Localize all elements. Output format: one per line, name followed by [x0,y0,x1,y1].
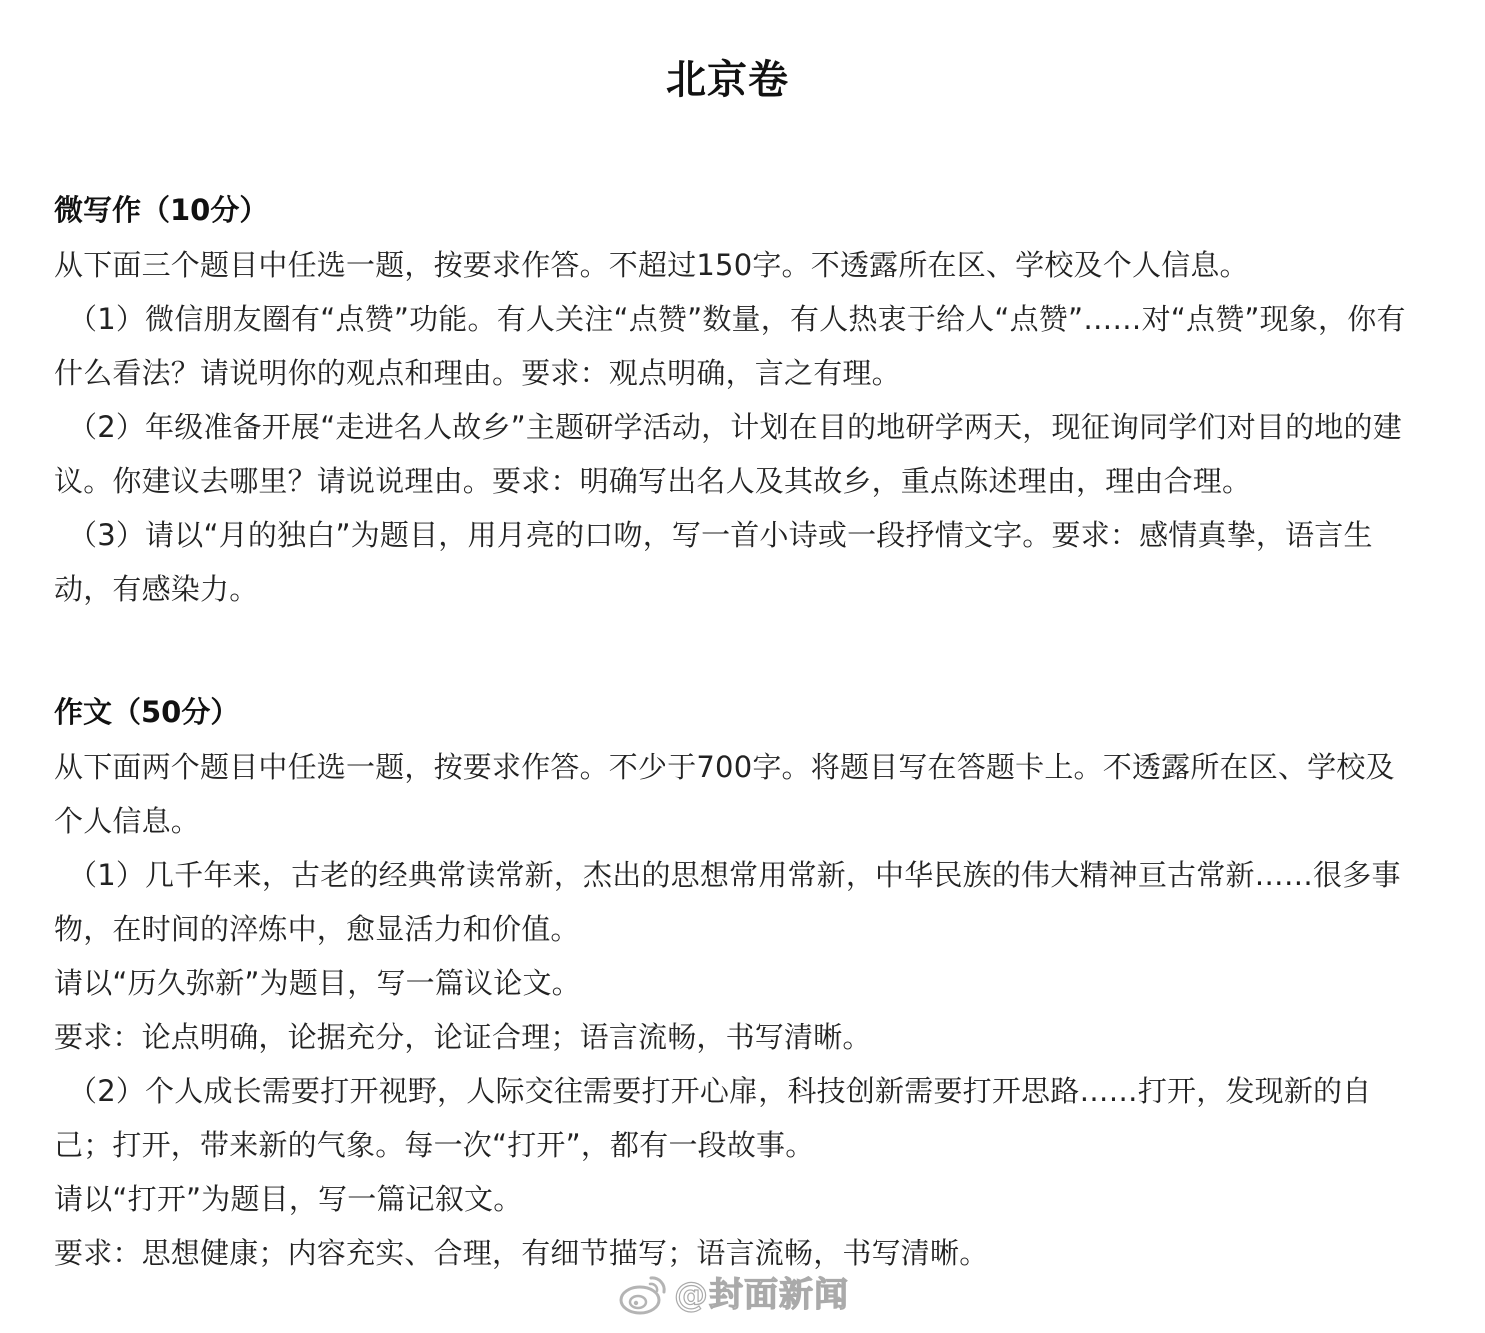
essay-item-1-prompt: 请以“历久弥新”为题目，写一篇议论文。 [54,966,581,1000]
essay-intro: 从下面两个题目中任选一题，按要求作答。不少于700字。将题目写在答题卡上。不透露所在区、学校及个人信息。 [54,750,1395,838]
micro-writing-intro: 从下面三个题目中任选一题，按要求作答。不超过150字。不透露所在区、学校及个人信息。 [54,248,1249,282]
essay-item-2-requirements: 要求：思想健康；内容充实、合理，有细节描写；语言流畅，书写清晰。 [54,1236,989,1270]
watermark-text: @封面新闻 [674,1275,849,1315]
essay-item-1-text: （1）几千年来，古老的经典常读常新，杰出的思想常用常新，中华民族的伟大精神亘古常新……很多事物，在时间的淬炼中，愈显活力和价值。 [54,858,1401,946]
section-heading-essay: 作文（50分） [54,695,240,729]
micro-writing-item-3: （3）请以“月的独白”为题目，用月亮的口吻，写一首小诗或一段抒情文字。要求：感情真挚，语言生动，有感染力。 [54,518,1373,606]
weibo-logo-icon [618,1272,668,1318]
essay-item-2-text: （2）个人成长需要打开视野，人际交往需要打开心扉，科技创新需要打开思路……打开，发现新的自己；打开，带来新的气象。每一次“打开”，都有一段故事。 [54,1074,1372,1162]
essay-item-2-prompt: 请以“打开”为题目，写一篇记叙文。 [54,1182,523,1216]
section-heading-micro-writing: 微写作（10分） [54,193,269,227]
micro-writing-item-2: （2）年级准备开展“走进名人故乡”主题研学活动，计划在目的地研学两天，现征询同学们对目的地的建议。你建议去哪里？请说说理由。要求：明确写出名人及其故乡，重点陈述理由，理由合理。 [54,410,1402,498]
essay-item-1-requirements: 要求：论点明确，论据充分，论证合理；语言流畅，书写清晰。 [54,1020,872,1054]
essay-section [54,692,1414,1280]
micro-writing-item-1: （1）微信朋友圈有“点赞”功能。有人关注“点赞”数量，有人热衷于给人“点赞”……对“点赞”现象，你有什么看法？请说明你的观点和理由。要求：观点明确，言之有理。 [54,302,1406,390]
page-title: 北京卷 [666,57,789,103]
micro-writing-section [54,190,1414,616]
source-watermark [618,1272,849,1318]
